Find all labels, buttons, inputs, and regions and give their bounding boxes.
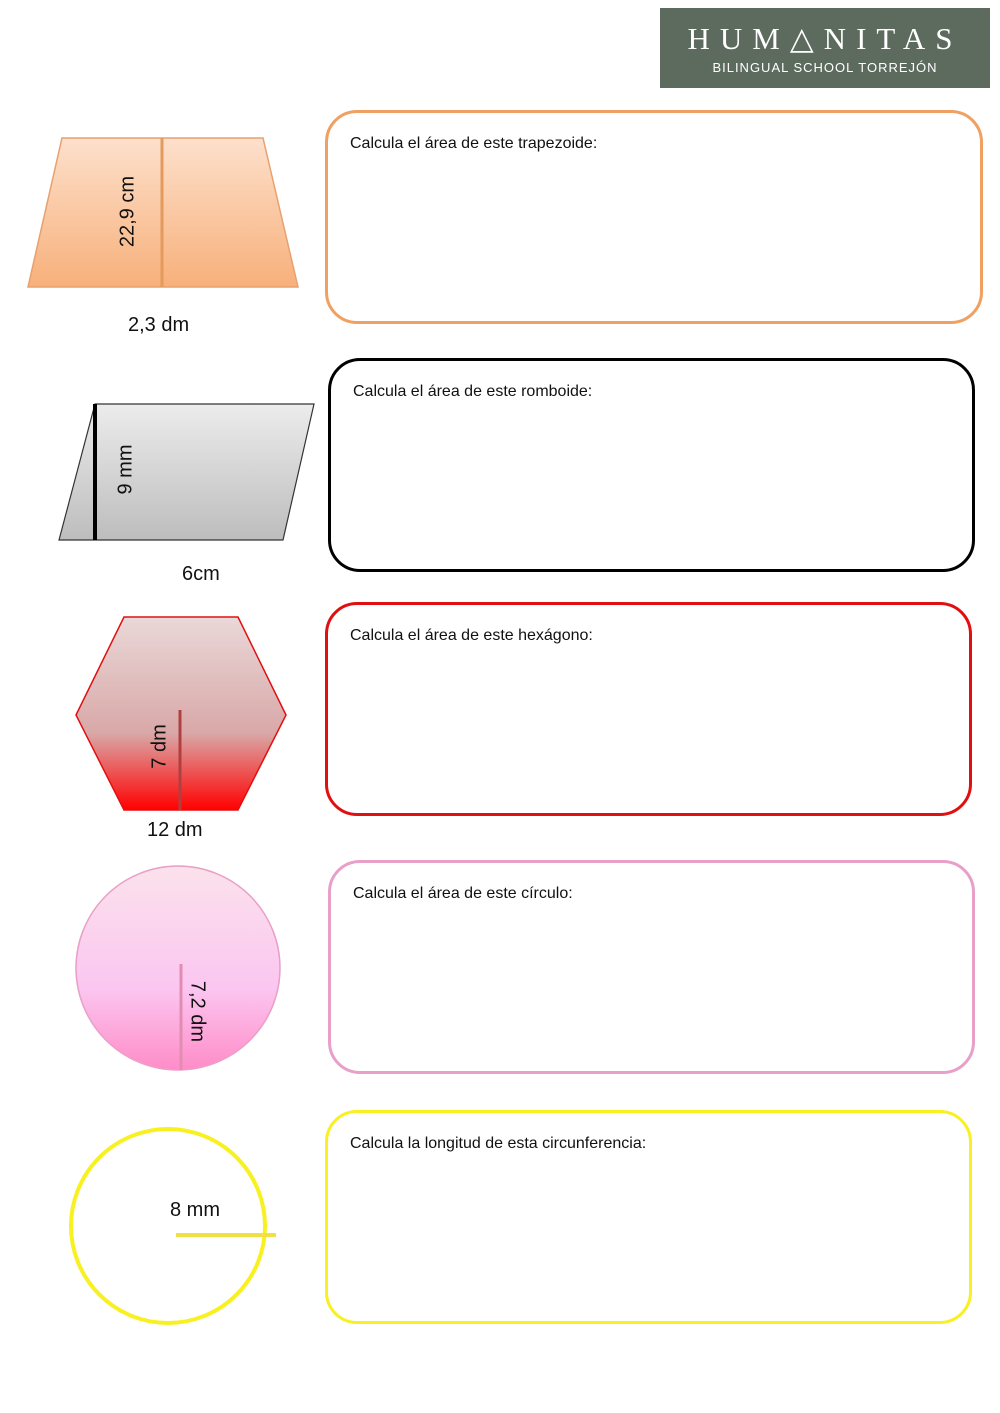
rhomboid-answer-box [328,358,975,572]
trapezoid-answer-area[interactable] [348,165,960,303]
circumference-radius-label: 8 mm [170,1199,220,1221]
hexagon-answer-area[interactable] [348,657,949,795]
circumference-figure [66,1124,282,1330]
rhomboid-prompt: Calcula el área de este romboide: [353,383,593,400]
hexagon-prompt: Calcula el área de este hexágono: [350,627,593,644]
hexagon-answer-box [325,602,972,816]
circle-shape [76,866,280,1070]
circumference-prompt: Calcula la longitud de esta circunferencia: [350,1135,647,1152]
rhomboid-base-label: 6cm [182,563,220,585]
circle-figure [72,862,284,1074]
logo-subtitle: BILINGUAL SCHOOL TORREJÓN [712,60,938,75]
circumference-shape [71,1129,265,1323]
school-logo [660,8,990,88]
rhomboid-height-label: 9 mm [114,444,137,495]
rhomboid-answer-area[interactable] [351,413,952,551]
hexagon-figure [72,614,290,814]
rhomboid-shape [59,404,314,540]
circumference-answer-box [325,1110,972,1324]
hexagon-side-label: 12 dm [147,819,203,841]
rhomboid-figure [55,398,320,546]
circumference-answer-area[interactable] [348,1165,949,1303]
hexagon-apothem-label: 7 dm [148,724,171,769]
circle-answer-box [328,860,975,1074]
trapezoid-base-label: 2,3 dm [128,314,190,336]
circle-prompt: Calcula el área de este círculo: [353,885,573,902]
trapezoid-height-label: 22,9 cm [116,175,139,248]
trapezoid-answer-box [325,110,983,324]
trapezoid-figure [20,130,310,300]
circle-answer-area[interactable] [351,915,952,1053]
trapezoid-prompt: Calcula el área de este trapezoide: [350,135,598,152]
circle-radius-label: 7,2 dm [186,980,209,1043]
logo-title: HUM△NITAS [687,21,963,56]
